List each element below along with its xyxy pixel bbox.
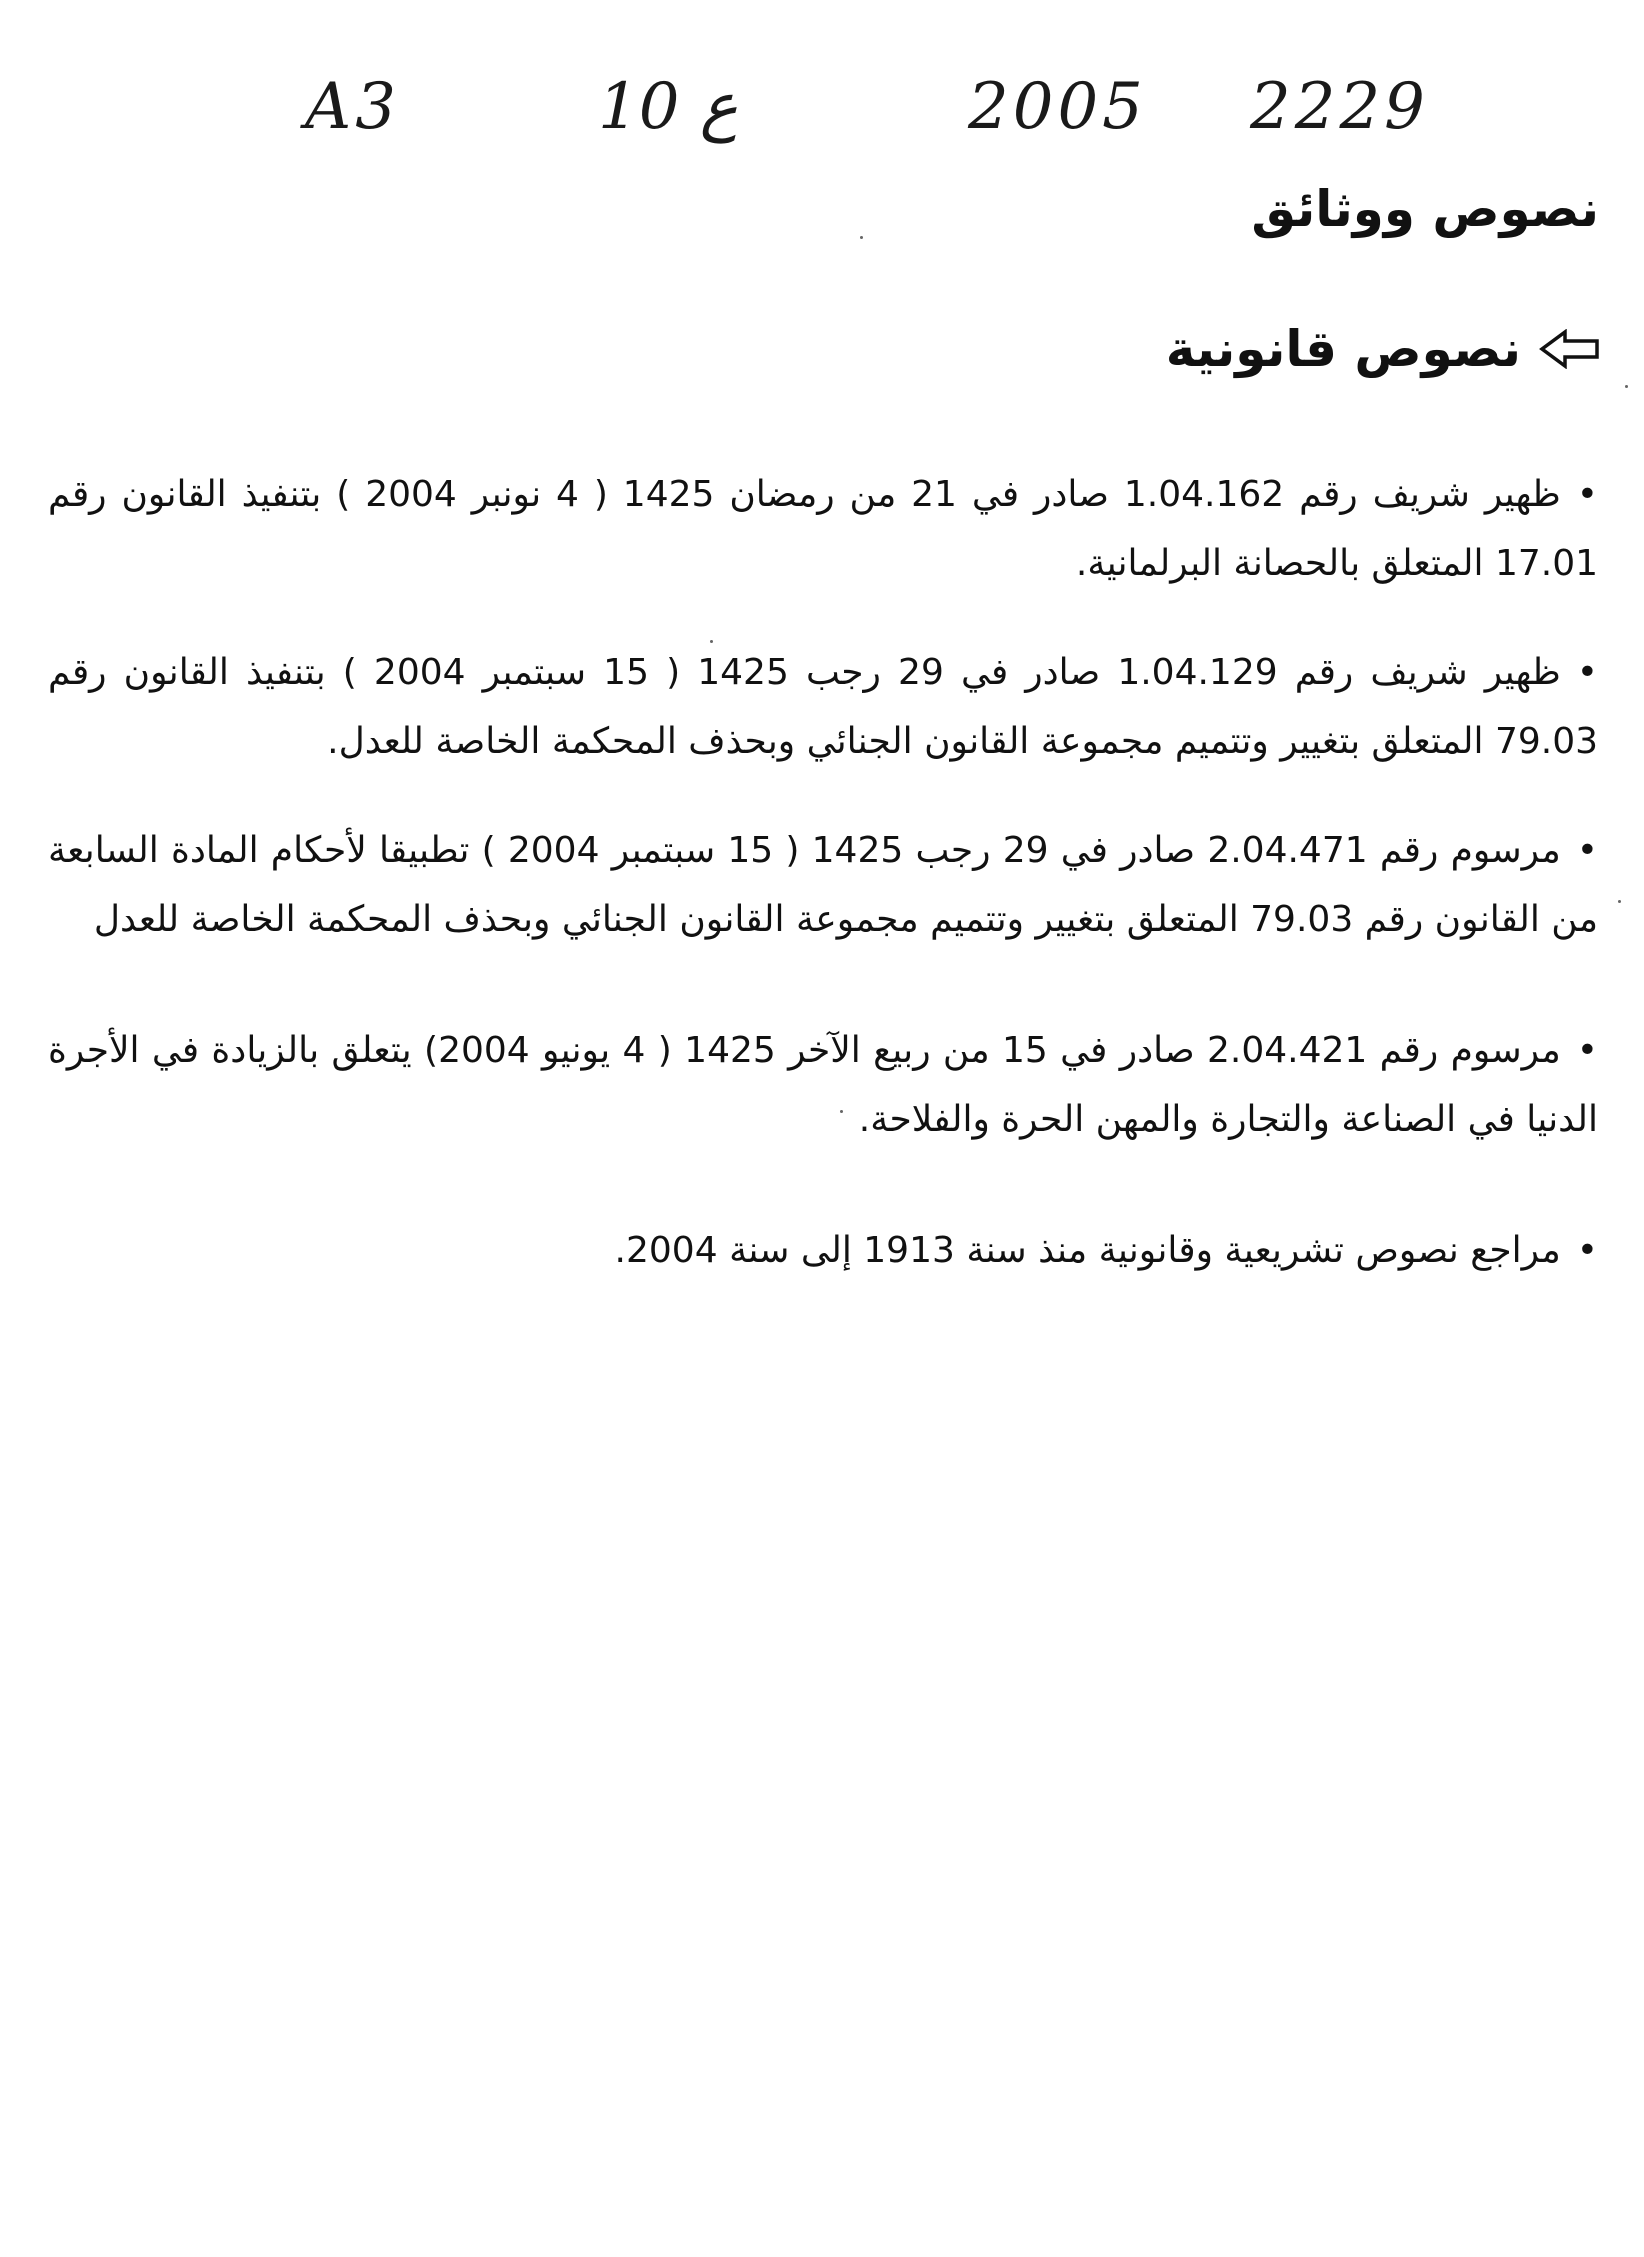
bullet-icon: • (1576, 830, 1599, 871)
scan-speck (1618, 900, 1621, 903)
page-title: نصوص ووثائق (1251, 180, 1599, 238)
list-item (48, 816, 1598, 954)
scan-speck (1625, 385, 1628, 388)
list-item (48, 1216, 1598, 1285)
bullet-icon: • (1576, 652, 1599, 693)
handwritten-note-year: 2005 (968, 70, 1147, 144)
legal-texts-list (48, 460, 1598, 1285)
section-heading-text: نصوص قانونية (1165, 320, 1521, 378)
handwritten-note-number: 10 ع (598, 70, 738, 144)
list-item-text: ظهير شريف رقم 1.04.129 صادر في 29 رجب 1425 ( 15 سبتمبر 2004 ) بتنفيذ القانون رقم 79.03 المتعلق بتغيير وتتميم مجموعة القانون الجنائي وبحذف المحكمة الخاصة للعدل. (48, 652, 1598, 762)
scan-speck (860, 236, 863, 239)
list-item-text: مرسوم رقم 2.04.471 صادر في 29 رجب 1425 ( 15 سبتمبر 2004 ) تطبيقا لأحكام المادة السابعة من القانون رقم 79.03 المتعلق بتغيير وتتميم مجموعة القانون الجنائي وبحذف المحكمة الخاصة للعدل (48, 830, 1598, 940)
list-item-text: ظهير شريف رقم 1.04.162 صادر في 21 من رمضان 1425 ( 4 نونبر 2004 ) بتنفيذ القانون رقم 17.01 المتعلق بالحصانة البرلمانية. (48, 474, 1598, 584)
list-item-text: مرسوم رقم 2.04.421 صادر في 15 من ربيع الآخر 1425 ( 4 يونيو 2004) يتعلق بالزيادة في الأجرة الدنيا في الصناعة والتجارة والمهن الحرة والفلاحة. (48, 1030, 1598, 1140)
list-item (48, 460, 1598, 598)
bullet-icon: • (1576, 1230, 1598, 1271)
bullet-icon: • (1576, 1030, 1599, 1071)
handwritten-note-code: 2229 (1250, 70, 1429, 144)
bullet-icon: • (1576, 474, 1599, 515)
outline-arrow-left-icon (1539, 329, 1599, 369)
scan-speck (710, 640, 713, 643)
scan-speck (840, 1110, 843, 1113)
list-item (48, 638, 1598, 776)
list-item-text: مراجع نصوص تشريعية وقانونية منذ سنة 1913 إلى سنة 2004. (614, 1230, 1561, 1271)
list-item (48, 1016, 1598, 1154)
section-heading (1166, 320, 1599, 378)
handwritten-note-a3: A3 (305, 70, 400, 144)
